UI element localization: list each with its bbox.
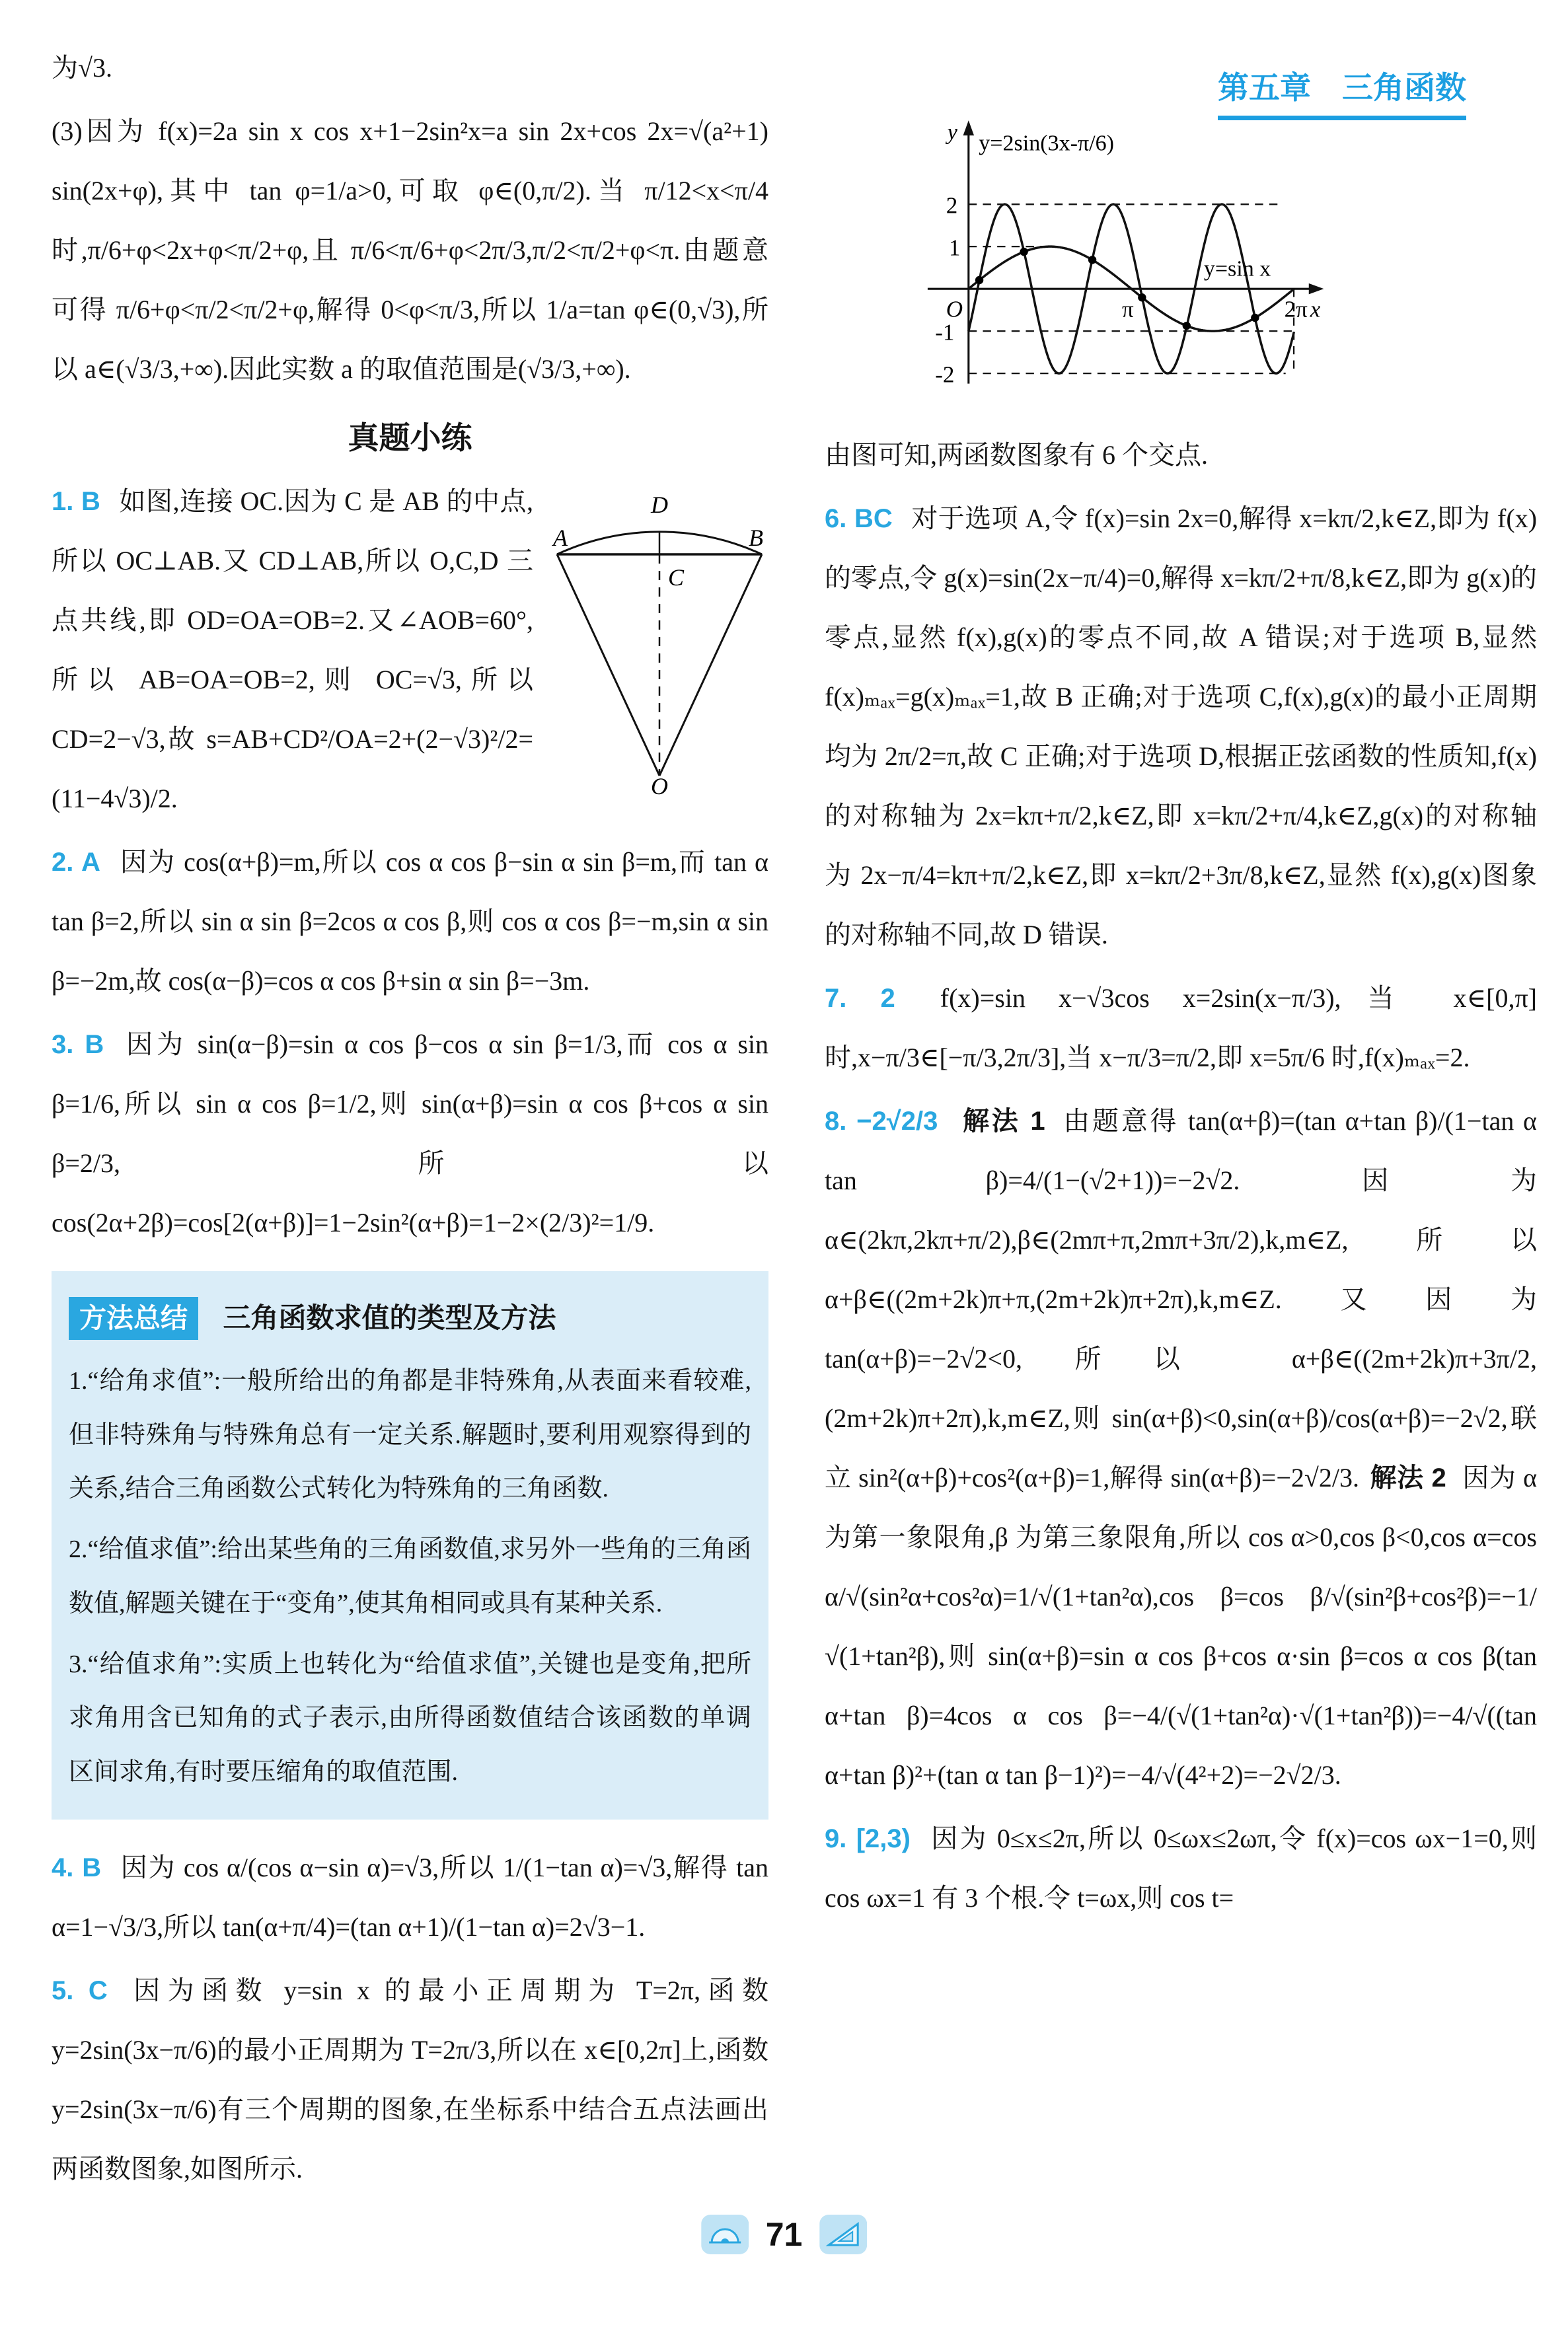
xtick-2pi: 2π xyxy=(1284,296,1308,322)
point-label-D: D xyxy=(651,491,668,518)
problem-7-answer: 7. 2 xyxy=(825,984,895,1013)
point-label-B: B xyxy=(749,524,763,551)
method-title: 三角函数求值的类型及方法 xyxy=(223,1302,556,1333)
problem-8 xyxy=(825,1091,1537,1805)
solution-part3: (3)因为 f(x)=2a sin x cos x+1−2sin²x=a sin 2x+cos 2x=√(a²+1) sin(2x+φ),其中 tan φ=1/a>0,可取 φ∈(0,π/2).当 π/12<x<π/4 时,π/6+φ<2x+φ<π/2+φ,且 π/6<π/6+φ<2π/3,π/2<π/2+φ<π.由题意可得 π/6+φ<π/2<π/2+φ,解得 0<φ<π/3,所以 1/a=tan φ∈(0,√3),所以 a∈(√3/3,+∞).因此实数 a 的取值范围是(√3/3,+∞). xyxy=(52,116,768,384)
curve1-label: y=2sin(3x-π/6) xyxy=(979,131,1115,156)
set-square-icon xyxy=(819,2215,867,2254)
ytick-1: 1 xyxy=(948,235,961,261)
problem-5-text: 因为函数 y=sin x 的最小正周期为 T=2π,函数 y=2sin(3x−π/6)的最小正周期为 T=2π/3,所以在 x∈[0,2π]上,函数 y=2sin(3x−π/6)有三个周期的图象,在坐标系中结合五点法画出两函数图象,如图所示. xyxy=(52,1975,768,2184)
page-number: 71 xyxy=(765,2216,803,2253)
method-summary-box xyxy=(52,1271,768,1820)
problem-2-text: 因为 cos(α+β)=m,所以 cos α cos β−sin α sin β=m,而 tan α tan β=2,所以 sin α sin β=2cos α cos β,则 cos α cos β=−m,sin α sin β=−2m,故 cos(α−β)=cos α cos β+sin α sin β=−3m. xyxy=(52,846,769,996)
point-label-C: C xyxy=(668,564,685,591)
solution-1-label: 解法 1 xyxy=(963,1107,1045,1136)
problem-6-text: 对于选项 A,令 f(x)=sin 2x=0,解得 x=kπ/2,k∈Z,即为 f(x)的零点,令 g(x)=sin(2x−π/4)=0,解得 x=kπ/2+π/8,k∈Z,即为 g(x)的零点,显然 f(x),g(x)的零点不同,故 A 错误;对于选项 B,显然 f(x)ₘₐₓ=g(x)ₘₐₓ=1,故 B 正确;对于选项 C,f(x),g(x)的最小正周期均为 2π/2=π,故 C 正确;对于选项 D,根据正弦函数的性质知,f(x)的对称轴为 2x=kπ+π/2,k∈Z,即 x=kπ/2+π/4,k∈Z,g(x)的对称轴为 2x−π/4=kπ+π/2,k∈Z,即 x=kπ/2+3π/8,k∈Z,显然 f(x),g(x)图象的对称轴不同,故 D 错误. xyxy=(825,503,1538,949)
chapter-header: 第五章 三角函数 xyxy=(1218,63,1466,120)
problem-6-answer: 6. BC xyxy=(825,504,893,533)
solution-2-label: 解法 2 xyxy=(1370,1463,1446,1493)
problem-8-solution-1: 由题意得 tan(α+β)=(tan α+tan β)/(1−tan α tan β)=4/(1−(√2+1))=−2√2.因为 α∈(2kπ,2kπ+π/2),β∈(2mπ+π,2mπ+3π/2),k,m∈Z,所以 α+β∈((2m+2k)π+π,(2m+2k)π+2π),k,m∈Z.又因为 tan(α+β)=−2√2<0,所以 α+β∈((2m+2k)π+3π/2,(2m+2k)π+2π),k,m∈Z,则 sin(α+β)<0,sin(α+β)/cos(α+β)=−2√2,联立 sin²(α+β)+cos²(α+β)=1,解得 sin(α+β)=−2√2/3. xyxy=(825,1106,1537,1493)
method-item-2: 2.“给值求值”:给出某些角的三角函数值,求另外一些角的三角函数值,解题关键在于“变角”,使其角相同或具有某种关系. xyxy=(69,1535,751,1617)
method-item-3: 3.“给值求角”:实质上也转化为“给值求值”,关键也是变角,把所求角用含已知角的式子表示,由所得函数值结合该函数的单调区间求角,有时要压缩角的取值范围. xyxy=(69,1650,751,1786)
problem-4 xyxy=(52,1838,768,1957)
y-axis-label: y xyxy=(947,120,957,145)
problem-4-text: 因为 cos α/(cos α−sin α)=√3,所以 1/(1−tan α)=√3,解得 tan α=1−√3/3,所以 tan(α+π/4)=(tan α+1)/(1−tan α)=2√3−1. xyxy=(52,1852,768,1942)
problem-3 xyxy=(52,1015,768,1253)
problem-5 xyxy=(52,1961,768,2199)
xtick-pi: π xyxy=(1122,296,1134,322)
section-title: 真题小练 xyxy=(348,420,472,455)
solution-continuation: 为√3. xyxy=(52,53,112,83)
sine-graph-figure xyxy=(917,115,1537,414)
right-column xyxy=(825,112,1537,1932)
method-item-1: 1.“给角求值”:一般所给出的角都是非特殊角,从表面来看较难,但非特殊角与特殊角总有一定关系.解题时,要利用观察得到的关系,结合三角函数公式转化为特殊角的三角函数. xyxy=(69,1367,751,1503)
graph-caption: 由图可知,两函数图象有 6 个交点. xyxy=(825,440,1208,470)
ytick-2: 2 xyxy=(946,192,958,219)
geometry-figure xyxy=(550,478,768,795)
problem-7-text: f(x)=sin x−√3cos x=2sin(x−π/3),当 x∈[0,π]时,x−π/3∈[−π/3,2π/3],当 x−π/3=π/2,即 x=5π/6 时,f(x)ₘₐₓ=2. xyxy=(825,983,1537,1072)
y-axis-arrow xyxy=(963,120,975,135)
ytick-neg2: -2 xyxy=(935,361,955,388)
problem-9-answer: 9. [2,3) xyxy=(825,1824,911,1853)
problem-8-answer: 8. −2√2/3 xyxy=(825,1107,938,1136)
problem-5-answer: 5. C xyxy=(52,1975,108,2005)
problem-3-answer: 3. B xyxy=(52,1029,104,1059)
problem-9-text: 因为 0≤x≤2π,所以 0≤ωx≤2ωπ,令 f(x)=cos ωx−1=0,则 cos ωx=1 有 3 个根.令 t=ωx,则 cos t= xyxy=(825,1824,1537,1913)
protractor-icon xyxy=(701,2215,749,2254)
x-axis-arrow xyxy=(1309,283,1324,295)
problem-3-text: 因为 sin(α−β)=sin α cos β−cos α sin β=1/3,而 cos α sin β=1/6,所以 sin α cos β=1/2,则 sin(α+β)=sin α cos β+cos α sin β=2/3,所以 cos(2α+2β)=cos[2(α+β)]=1−2sin²(α+β)=1−2×(2/3)²=1/9. xyxy=(52,1029,768,1237)
problem-8-solution-2: 因为 α 为第一象限角,β 为第三象限角,所以 cos α>0,cos β<0,cos α=cos α/√(sin²α+cos²α)=1/√(1+tan²α),cos β=cos β/√(sin²β+cos²β)=−1/√(1+tan²β),则 sin(α+β)=sin α cos β+cos α·sin β=cos α cos β(tan α+tan β)=4cos α cos β=−4/(√(1+tan²α)·√(1+tan²β))=−4/√((tan α+tan β)²+(tan α tan β−1)²)=−4/√(4²+2)=−2√2/3. xyxy=(825,1463,1538,1790)
method-badge: 方法总结 xyxy=(69,1297,198,1341)
problem-6 xyxy=(825,489,1537,965)
sine-graph-svg xyxy=(917,115,1327,392)
problem-1 xyxy=(52,472,768,829)
problem-2-answer: 2. A xyxy=(52,847,100,877)
problem-1-text: 如图,连接 OC.因为 C 是 AB 的中点,所以 OC⊥AB.又 CD⊥AB,所以 O,C,D 三点共线,即 OD=OA=OB=2.又∠AOB=60°,所以 AB=OA=OB=2,则 OC=√3,所以 CD=2−√3,故 s=AB+CD²/OA=2+(2−√3)²/2=(11−4√3)/2. xyxy=(52,486,534,813)
point-label-A: A xyxy=(553,524,568,551)
problem-4-answer: 4. B xyxy=(52,1853,102,1882)
problem-1-answer: 1. B xyxy=(52,486,100,516)
problem-9 xyxy=(825,1809,1537,1928)
origin-label: O xyxy=(946,296,963,322)
x-axis-label: x xyxy=(1310,296,1321,322)
problem-7 xyxy=(825,969,1537,1088)
point-label-O: O xyxy=(651,772,668,795)
ytick-neg1: -1 xyxy=(935,319,955,346)
page-footer xyxy=(701,2215,868,2254)
left-column xyxy=(52,38,768,2203)
problem-2 xyxy=(52,832,768,1011)
curve2-label: y=sin x xyxy=(1203,256,1271,281)
